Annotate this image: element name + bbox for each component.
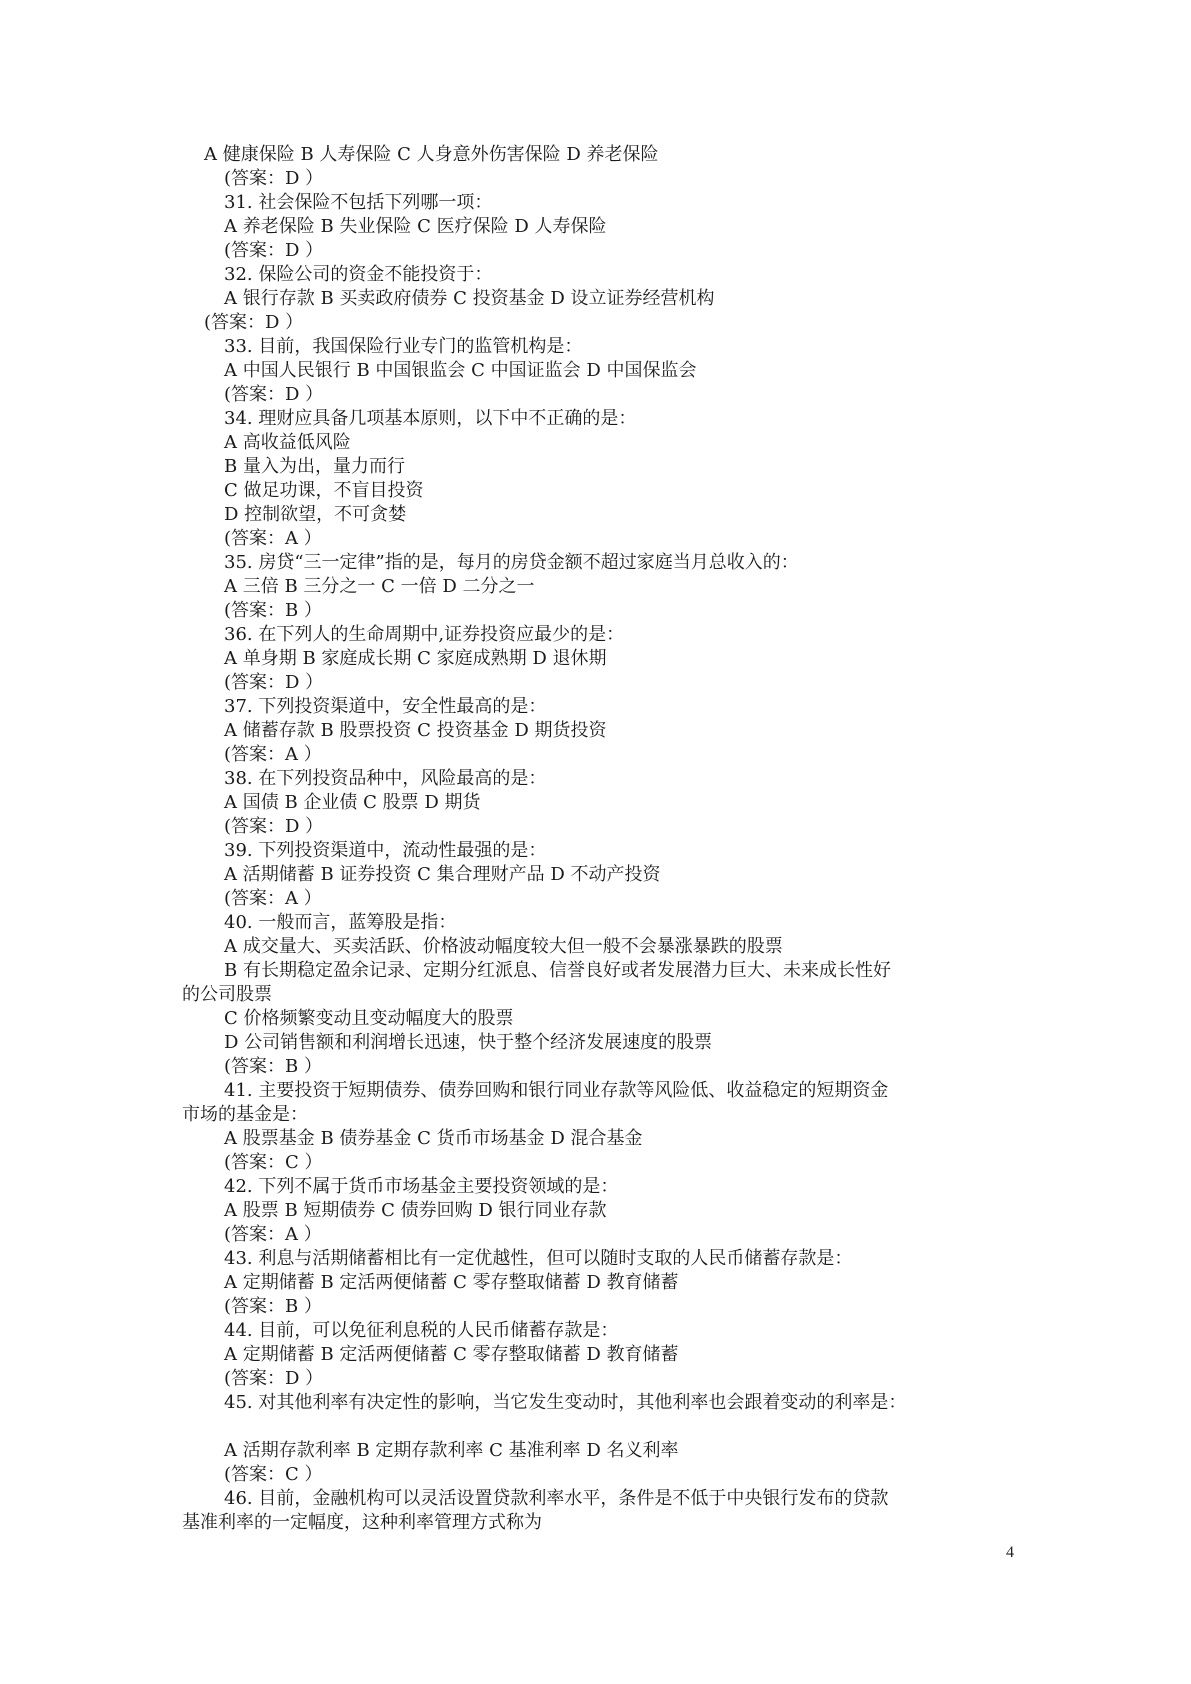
question-line: 45. 对其他利率有决定性的影响，当它发生变动时，其他利率也会跟着变动的利率是： bbox=[224, 1392, 907, 1413]
question-line: 33. 目前，我国保险行业专门的监管机构是： bbox=[224, 336, 583, 357]
answer-line: (答案：D ） bbox=[224, 672, 324, 693]
question-line: 38. 在下列投资品种中，风险最高的是： bbox=[224, 768, 547, 789]
document-body bbox=[0, 143, 1191, 1535]
option-line: C 价格频繁变动且变动幅度大的股票 bbox=[224, 1008, 514, 1029]
answer-line: (答案：A ） bbox=[224, 528, 322, 549]
question-line: 39. 下列投资渠道中，流动性最强的是： bbox=[224, 840, 547, 861]
option-line: A 单身期 B 家庭成长期 C 家庭成熟期 D 退休期 bbox=[224, 648, 607, 669]
option-line: A 定期储蓄 B 定活两便储蓄 C 零存整取储蓄 D 教育储蓄 bbox=[224, 1344, 679, 1365]
option-line: B 有长期稳定盈余记录、定期分红派息、信誉良好或者发展潜力巨大、未来成长性好 bbox=[224, 960, 891, 981]
question-line: 31. 社会保险不包括下列哪一项： bbox=[224, 192, 493, 213]
question-line: 34. 理财应具备几项基本原则，以下中不正确的是： bbox=[224, 408, 637, 429]
option-line: B 量入为出，量力而行 bbox=[224, 456, 405, 477]
question-line: 36. 在下列人的生命周期中,证券投资应最少的是： bbox=[224, 624, 625, 645]
option-line: A 股票基金 B 债券基金 C 货币市场基金 D 混合基金 bbox=[224, 1128, 643, 1149]
answer-line: (答案：B ） bbox=[224, 1296, 322, 1317]
option-line: A 国债 B 企业债 C 股票 D 期货 bbox=[224, 792, 481, 813]
question-line: 44. 目前，可以免征利息税的人民币储蓄存款是： bbox=[224, 1320, 619, 1341]
option-line: A 活期存款利率 B 定期存款利率 C 基准利率 D 名义利率 bbox=[224, 1440, 679, 1461]
question-line: 41. 主要投资于短期债券、债券回购和银行同业存款等风险低、收益稳定的短期资金 bbox=[224, 1080, 889, 1101]
answer-line: (答案：D ） bbox=[204, 312, 304, 333]
option-line: D 控制欲望，不可贪婪 bbox=[224, 504, 407, 525]
option-line: A 股票 B 短期债券 C 债券回购 D 银行同业存款 bbox=[224, 1200, 607, 1221]
question-line: 40. 一般而言，蓝筹股是指： bbox=[224, 912, 457, 933]
text-line: 基准利率的一定幅度，这种利率管理方式称为 bbox=[182, 1512, 542, 1533]
text-line: 市场的基金是： bbox=[182, 1104, 308, 1125]
option-line: A 中国人民银行 B 中国银监会 C 中国证监会 D 中国保监会 bbox=[224, 360, 697, 381]
page-number: 4 bbox=[1006, 1544, 1014, 1561]
answer-line: (答案：B ） bbox=[224, 1056, 322, 1077]
text-line: 的公司股票 bbox=[182, 984, 272, 1005]
option-line: A 三倍 B 三分之一 C 一倍 D 二分之一 bbox=[224, 576, 535, 597]
question-line: 46. 目前，金融机构可以灵活设置贷款利率水平，条件是不低于中央银行发布的贷款 bbox=[224, 1488, 889, 1509]
answer-line: (答案：D ） bbox=[224, 816, 324, 837]
answer-line: (答案：D ） bbox=[224, 384, 324, 405]
option-line: A 养老保险 B 失业保险 C 医疗保险 D 人寿保险 bbox=[224, 216, 607, 237]
question-line: 37. 下列投资渠道中，安全性最高的是： bbox=[224, 696, 547, 717]
answer-line: (答案：A ） bbox=[224, 1224, 322, 1245]
question-line: 35. 房贷“三一定律”指的是，每月的房贷金额不超过家庭当月总收入的： bbox=[224, 552, 799, 573]
option-line: A 高收益低风险 bbox=[224, 432, 351, 453]
option-line: A 活期储蓄 B 证券投资 C 集合理财产品 D 不动产投资 bbox=[224, 864, 661, 885]
answer-line: (答案：C ） bbox=[224, 1464, 323, 1485]
answer-line: (答案：D ） bbox=[224, 240, 324, 261]
answer-line: (答案：D ） bbox=[224, 168, 324, 189]
option-line: A 定期储蓄 B 定活两便储蓄 C 零存整取储蓄 D 教育储蓄 bbox=[224, 1272, 679, 1293]
answer-line: (答案：A ） bbox=[224, 744, 322, 765]
answer-line: (答案：B ） bbox=[224, 600, 322, 621]
answer-line: (答案：D ） bbox=[224, 1368, 324, 1389]
blank-line bbox=[0, 1415, 1191, 1439]
question-line: 32. 保险公司的资金不能投资于： bbox=[224, 264, 493, 285]
question-line: 42. 下列不属于货币市场基金主要投资领域的是： bbox=[224, 1176, 619, 1197]
option-line: A 健康保险 B 人寿保险 C 人身意外伤害保险 D 养老保险 bbox=[204, 144, 659, 165]
option-line: D 公司销售额和利润增长迅速，快于整个经济发展速度的股票 bbox=[224, 1032, 713, 1053]
answer-line: (答案：C ） bbox=[224, 1152, 323, 1173]
question-line: 43. 利息与活期储蓄相比有一定优越性，但可以随时支取的人民币储蓄存款是： bbox=[224, 1248, 853, 1269]
option-line: C 做足功课，不盲目投资 bbox=[224, 480, 424, 501]
option-line: A 储蓄存款 B 股票投资 C 投资基金 D 期货投资 bbox=[224, 720, 607, 741]
option-line: A 成交量大、买卖活跃、价格波动幅度较大但一般不会暴涨暴跌的股票 bbox=[224, 936, 783, 957]
answer-line: (答案：A ） bbox=[224, 888, 322, 909]
option-line: A 银行存款 B 买卖政府债券 C 投资基金 D 设立证券经营机构 bbox=[224, 288, 715, 309]
